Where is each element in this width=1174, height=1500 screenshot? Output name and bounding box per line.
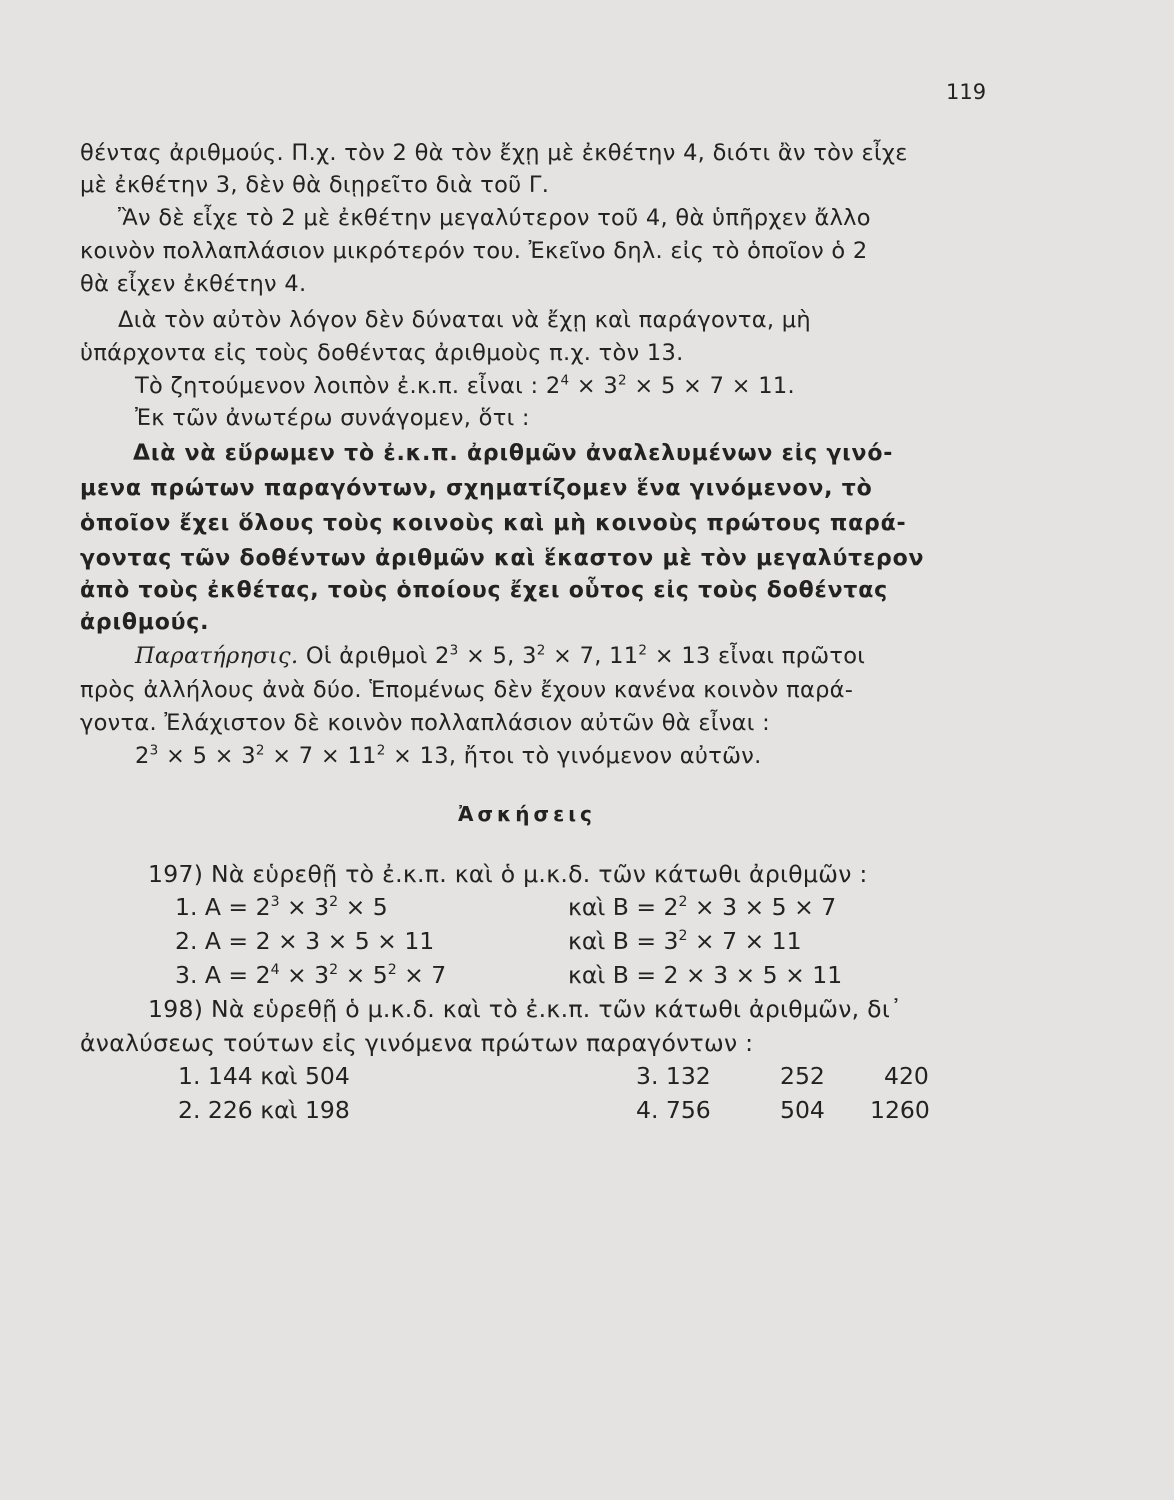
exercise-198-value: 504 <box>780 1096 825 1124</box>
paragraph-line: θὰ εἶχεν ἐκθέτην 4. <box>80 271 307 297</box>
exercise-198-value: 252 <box>780 1062 825 1090</box>
paragraph-line: Ἂν δὲ εἶχε τὸ 2 μὲ ἐκθέτην μεγαλύτερον τοῦ 4, θὰ ὑπῆρχεν ἄλλο <box>118 205 871 231</box>
rule-line: ἀριθμούς. <box>80 610 210 635</box>
paragraph-line: μὲ ἐκθέτην 3, δὲν θὰ διῃρεῖτο διὰ τοῦ Γ. <box>80 172 550 198</box>
lcm-formula: $2^4 \times 3^2 \times 5 \times 7 \times 11$. <box>545 372 795 399</box>
paragraph-line: ὑπάρχοντα εἰς τοὺς δοθέντας ἀριθμοὺς π.χ. τὸν 13. <box>80 340 684 366</box>
paragraph-line: κοινὸν πολλαπλάσιον μικρότερόν του. Ἐκεῖνο δηλ. εἰς τὸ ὁποῖον ὁ 2 <box>80 238 868 264</box>
exercise-198-value: 1260 <box>870 1096 930 1124</box>
remark-line: γοντα. Ἐλάχιστον δὲ κοινὸν πολλαπλάσιον αὐτῶν θὰ εἶναι : <box>80 710 771 736</box>
exercise-197-item-b: καὶ $B = 3^2 \times 7 \times 11$ <box>568 927 802 955</box>
rule-line: Διὰ νὰ εὕρωμεν τὸ ἐ.κ.π. ἀριθμῶν ἀναλελυμένων εἰς γινό- <box>133 441 894 466</box>
rule-line: ὁποῖον ἔχει ὅλους τοὺς κοινοὺς καὶ μὴ κοινοὺς πρώτους παρά- <box>80 511 907 536</box>
remark-line: πρὸς ἀλλήλους ἀνὰ δύο. Ἑπομένως δὲν ἔχουν κανένα κοινὸν παρά- <box>80 677 854 703</box>
paragraph-line: Ἐκ τῶν ἀνωτέρω συνάγομεν, ὅτι : <box>135 405 530 431</box>
exercise-198-item: 4. 756 <box>636 1096 711 1124</box>
exercise-197-item-a: 2. Α = 2 × 3 × 5 × 11 <box>175 927 435 955</box>
exercise-197-item-b: καὶ $B = 2^2 \times 3 \times 5 \times 7$ <box>568 893 837 921</box>
exercises-heading: Ἀσκήσεις <box>458 802 596 826</box>
exercise-198-item: 2. 226 καὶ 198 <box>178 1096 350 1124</box>
exercise-197-item-a: 3. $A = 2^4 \times 3^2 \times 5^2 \times 7$ <box>175 961 447 989</box>
page-number: 119 <box>946 80 987 104</box>
remark-line: Παρατήρησις. Οἱ ἀριθμοὶ $2^3 \times 5$, $3^2 \times 7$, $11^2 \times 13$ εἶναι πρῶτοι <box>135 642 866 669</box>
rule-line: ἀπὸ τοὺς ἐκθέτας, τοὺς ὁποίους ἔχει οὗτος εἰς τοὺς δοθέντας <box>80 578 888 603</box>
exercise-197-item-a: 1. $A = 2^3 \times 3^2 \times 5$ <box>175 893 388 921</box>
exercise-197-item-b: καὶ Β = 2 × 3 × 5 × 11 <box>568 961 843 989</box>
exercise-198-line: 198) Νὰ εὑρεθῇ ὁ μ.κ.δ. καὶ τὸ ἐ.κ.π. τῶν κάτωθι ἀριθμῶν, δι᾽ <box>148 995 903 1023</box>
paragraph-line: Τὸ ζητούμενον λοιπὸν ἐ.κ.π. εἶναι : $2^4 \times 3^2 \times 5 \times 7 \times 11$. <box>135 372 795 399</box>
paragraph-line: Διὰ τὸν αὐτὸν λόγον δὲν δύναται νὰ ἔχῃ καὶ παράγοντα, μὴ <box>118 307 811 333</box>
remark-formula-line: $2^3 \times 5 \times 3^2 \times 7 \times 11^2 \times 13$, ἤτοι τὸ γινόμενον αὐτῶν. <box>135 742 762 769</box>
exercise-198-item: 1. 144 καὶ 504 <box>178 1062 350 1090</box>
exercise-198-item: 3. 132 <box>636 1062 711 1090</box>
rule-line: γοντας τῶν δοθέντων ἀριθμῶν καὶ ἕκαστον μὲ τὸν μεγαλύτερον <box>80 546 925 571</box>
paragraph-line: θέντας ἀριθμούς. Π.χ. τὸν 2 θὰ τὸν ἔχῃ μὲ ἐκθέτην 4, διότι ἂν τὸν εἶχε <box>80 140 908 166</box>
exercise-198-value: 420 <box>884 1062 929 1090</box>
exercise-198-line: ἀναλύσεως τούτων εἰς γινόμενα πρώτων παραγόντων : <box>80 1029 754 1057</box>
remark-label: Παρατήρησις. <box>135 643 299 669</box>
exercise-197-intro: 197) Νὰ εὑρεθῇ τὸ ἐ.κ.π. καὶ ὁ μ.κ.δ. τῶν κάτωθι ἀριθμῶν : <box>148 860 868 888</box>
rule-line: μενα πρώτων παραγόντων, σχηματίζομεν ἕνα γινόμενον, τὸ <box>80 476 873 501</box>
